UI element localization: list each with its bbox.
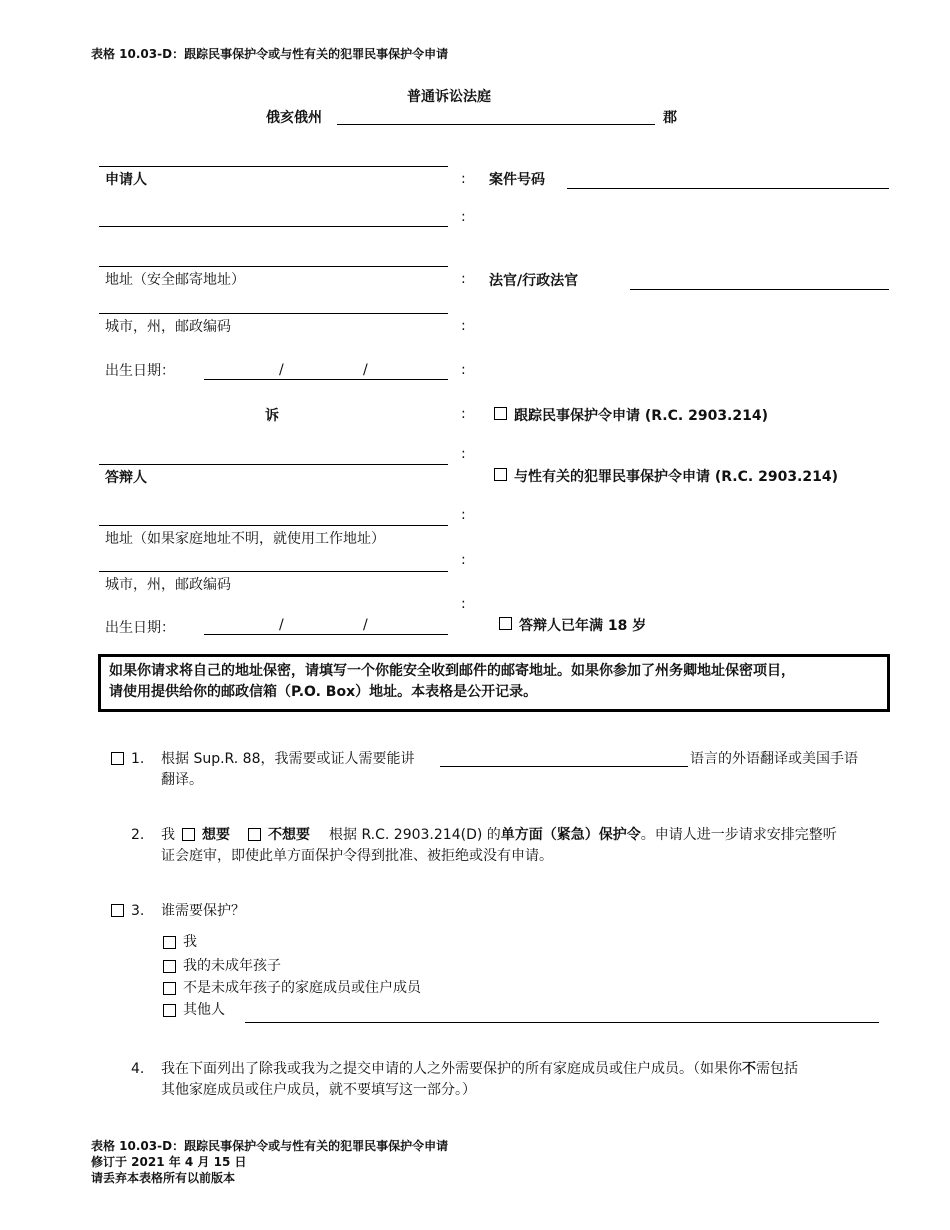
protect-self-checkbox[interactable] (163, 936, 176, 949)
petitioner-city-field[interactable] (99, 313, 448, 314)
protect-minor-child-label: 我的未成年孩子 (183, 958, 281, 974)
item1-text-before: 根据 Sup.R. 88，我需要或证人需要能讲 (161, 751, 415, 767)
item2-mid-text: 根据 R.C. 2903.214(D) 的 (329, 827, 501, 843)
county-field[interactable] (337, 124, 655, 125)
item1-text-after: 语言的外语翻译或美国手语 (690, 751, 858, 767)
protect-household-member-label: 不是未成年孩子的家庭成员或住户成员 (183, 980, 421, 996)
state-label: 俄亥俄州 (266, 110, 322, 126)
protect-household-member-checkbox[interactable] (163, 982, 176, 995)
caption-colon: : (461, 171, 466, 187)
caption-colon: : (461, 362, 466, 378)
respondent-age-checkbox[interactable] (499, 617, 512, 630)
protect-self-label: 我 (183, 934, 197, 950)
caption-colon: : (461, 446, 466, 462)
respondent-dob-label: 出生日期： (105, 620, 175, 636)
stalking-option-label: 跟踪民事保护令申请 (R.C. 2903.214) (514, 408, 769, 424)
item4-text-line1 (161, 1058, 798, 1080)
item1-checkbox[interactable] (111, 752, 124, 765)
protect-minor-child-checkbox[interactable] (163, 960, 176, 973)
want-ex-parte-checkbox[interactable] (182, 828, 195, 841)
petitioner-label: 申请人 (105, 172, 147, 188)
item3-number: 3. (131, 903, 145, 919)
petitioner-name-line-2[interactable] (99, 226, 448, 227)
versus-label: 诉 (265, 408, 279, 424)
item4-number: 4. (131, 1061, 145, 1077)
petitioner-city-label: 城市，州，邮政编码 (105, 319, 231, 335)
stalking-option-checkbox[interactable] (494, 407, 507, 420)
interpreter-language-field[interactable] (440, 766, 688, 767)
form-title-header: 表格 10.03-D：跟踪民事保护令或与性有关的犯罪民事保护令申请 (91, 47, 449, 61)
footer-form-title: 表格 10.03-D：跟踪民事保护令或与性有关的犯罪民事保护令申请 (91, 1139, 449, 1153)
item2-number: 2. (131, 827, 145, 843)
caption-colon: : (461, 209, 466, 225)
item4-emphasis: 不 (742, 1061, 756, 1077)
caption-colon: : (461, 596, 466, 612)
caption-colon: : (461, 507, 466, 523)
judge-label: 法官/行政法官 (489, 273, 579, 289)
petitioner-address-label: 地址（安全邮寄地址） (105, 272, 245, 288)
sexual-offense-option-checkbox[interactable] (494, 468, 507, 481)
case-number-label: 案件号码 (489, 172, 545, 188)
notice-line-1: 如果你请求将自己的地址保密，请填写一个你能安全收到邮件的邮寄地址。如果你参加了州务卿地址保密项目， (109, 663, 795, 679)
item4-text-c: 需包括 (756, 1061, 798, 1077)
caption-colon: : (461, 271, 466, 287)
not-want-ex-parte-checkbox[interactable] (248, 828, 261, 841)
respondent-dob-sep-1: / (279, 617, 284, 633)
petitioner-name-line[interactable] (99, 166, 448, 167)
want-label: 想要 (202, 827, 230, 843)
county-label: 郡 (663, 110, 677, 126)
petitioner-dob-field[interactable] (204, 379, 448, 380)
item1-text-line2: 翻译。 (161, 772, 203, 788)
item4-text-a: 我在下面列出了除我或我为之提交申请的人之外需要保护的所有家庭成员或住户成员。（如果你 (161, 1061, 742, 1077)
petitioner-dob-label: 出生日期： (105, 363, 175, 379)
petitioner-dob-sep-2: / (363, 362, 368, 378)
caption-colon: : (461, 406, 466, 422)
respondent-city-label: 城市，州，邮政编码 (105, 577, 231, 593)
confidential-address-notice (98, 654, 890, 712)
petitioner-dob-sep-1: / (279, 362, 284, 378)
sexual-offense-option-label: 与性有关的犯罪民事保护令申请 (R.C. 2903.214) (514, 469, 839, 485)
protect-other-field[interactable] (245, 1022, 879, 1023)
item2-text-line2: 证会庭审，即使此单方面保护令得到批准、被拒绝或没有申请。 (161, 848, 553, 864)
item2-rest-text: 。申请人进一步请求安排完整听 (640, 827, 837, 843)
respondent-label: 答辩人 (105, 470, 147, 486)
judge-field[interactable] (630, 289, 889, 290)
respondent-name-line[interactable] (99, 464, 448, 465)
caption-colon: : (461, 552, 466, 568)
not-want-label: 不想要 (268, 827, 310, 843)
protect-other-checkbox[interactable] (163, 1004, 176, 1017)
respondent-dob-field[interactable] (204, 634, 448, 635)
court-name: 普通诉讼法庭 (407, 89, 491, 105)
footer-revised-date: 修订于 2021 年 4 月 15 日 (91, 1155, 247, 1169)
item3-checkbox[interactable] (111, 904, 124, 917)
respondent-address-field[interactable] (99, 525, 448, 526)
item1-number: 1. (131, 751, 145, 767)
item2-text (329, 824, 837, 846)
respondent-age-label: 答辩人已年满 18 岁 (519, 618, 647, 634)
item4-text-line2: 其他家庭成员或住户成员，就不要填写这一部分。） (161, 1082, 476, 1098)
respondent-city-field[interactable] (99, 571, 448, 572)
notice-line-2: 请使用提供给你的邮政信箱（P.O. Box）地址。本表格是公开记录。 (109, 684, 538, 700)
petitioner-address-field[interactable] (99, 266, 448, 267)
item2-prefix: 我 (161, 827, 175, 843)
respondent-dob-sep-2: / (363, 617, 368, 633)
case-number-field[interactable] (567, 188, 889, 189)
protect-other-label: 其他人 (183, 1002, 225, 1018)
footer-discard-note: 请丢弃本表格所有以前版本 (91, 1171, 236, 1185)
caption-colon: : (461, 318, 466, 334)
item2-order-name: 单方面（紧急）保护令 (500, 827, 641, 843)
item3-question: 谁需要保护？ (161, 903, 245, 919)
respondent-address-label: 地址（如果家庭地址不明，就使用工作地址） (105, 531, 385, 547)
